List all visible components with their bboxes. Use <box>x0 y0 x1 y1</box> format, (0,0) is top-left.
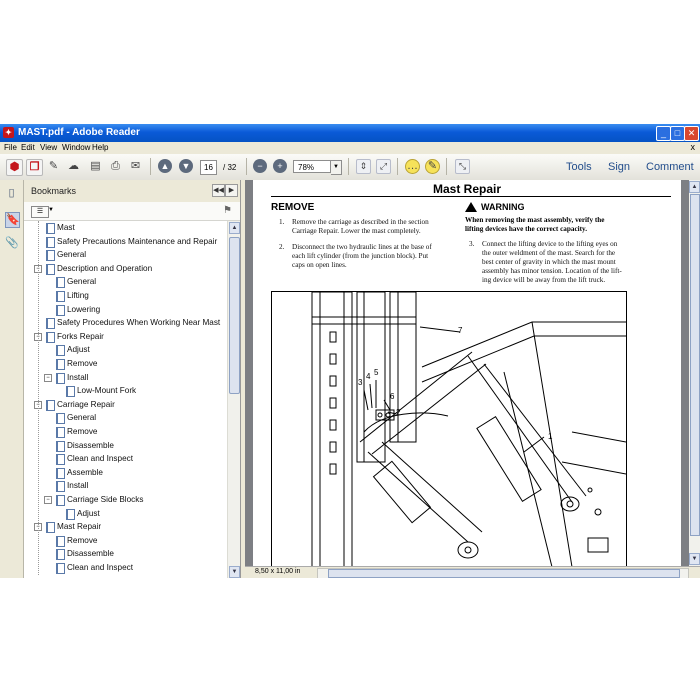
warning-title: WARNING <box>481 202 525 212</box>
mast-drawing <box>272 292 626 566</box>
collapse-toggle-icon[interactable]: − <box>34 265 42 273</box>
prev-page-icon[interactable]: ▲ <box>158 159 172 173</box>
bookmark-item[interactable] <box>24 493 227 506</box>
figure-callout-6: 6 <box>390 392 395 401</box>
bookmark-label: Carriage Side Blocks <box>67 495 144 504</box>
bookmark-icon <box>66 386 75 397</box>
close-icon[interactable]: ✕ <box>684 126 699 141</box>
bookmark-item[interactable] <box>24 343 227 356</box>
bookmark-label: Clean and Inspect <box>67 563 133 572</box>
figure-callout-4: 4 <box>366 372 371 381</box>
comment-icon[interactable]: … <box>407 160 418 172</box>
figure-callout-1: 1 <box>548 432 553 441</box>
bookmark-item[interactable] <box>24 561 227 574</box>
bookmark-label: Description and Operation <box>57 263 153 273</box>
open-icon[interactable]: ❐ <box>26 159 43 176</box>
status-bar <box>245 566 700 578</box>
figure-callout-2: 2 <box>396 408 401 417</box>
bookmark-item[interactable] <box>24 316 227 329</box>
bookmark-item[interactable] <box>24 507 227 520</box>
bookmark-label: Remove <box>67 427 98 436</box>
section-heading: REMOVE <box>271 202 315 213</box>
bookmarks-toolbar <box>24 202 240 221</box>
scroll-up-icon[interactable]: ▲ <box>229 222 240 234</box>
bookmark-label: Remove <box>67 359 98 368</box>
bookmark-item[interactable] <box>24 384 227 397</box>
bookmark-label: Disassemble <box>67 440 114 450</box>
scroll-thumb[interactable] <box>328 569 680 578</box>
document-scrollbar[interactable] <box>689 180 700 566</box>
horizontal-scrollbar[interactable] <box>317 568 689 578</box>
bookmark-label: Adjust <box>77 508 100 518</box>
page-title: Mast Repair <box>432 182 502 196</box>
sign-link[interactable]: Sign <box>608 161 631 173</box>
bookmark-icon <box>56 441 65 452</box>
document-view[interactable] <box>245 180 689 566</box>
toolbar-separator <box>397 158 398 175</box>
pdf-page <box>253 180 681 566</box>
bookmark-item[interactable] <box>24 221 227 234</box>
bookmark-label: Clean and Inspect <box>67 454 133 464</box>
comment-link[interactable]: Comment <box>646 161 694 173</box>
menu-file[interactable]: File <box>4 143 17 152</box>
bookmark-icon <box>56 413 65 424</box>
bookmark-icon <box>56 345 65 356</box>
bookmark-label: Forks Repair <box>57 331 104 341</box>
warning-text: When removing the mast assembly, verify the lifting devices have the correct capacity. <box>465 216 605 233</box>
bookmark-item[interactable] <box>24 371 227 384</box>
bookmarks-header <box>24 180 240 203</box>
edit-icon[interactable]: ✎ <box>48 160 59 172</box>
bookmark-icon <box>56 373 65 384</box>
bookmark-icon <box>46 237 55 248</box>
bookmark-label: Install <box>67 372 89 382</box>
collapse-toggle-icon[interactable]: − <box>34 401 42 409</box>
bookmark-icon <box>66 509 75 520</box>
bookmark-icon <box>56 427 65 438</box>
bookmark-label: Lowering <box>67 304 101 314</box>
bookmark-icon <box>46 223 55 234</box>
scroll-thumb[interactable] <box>229 237 240 394</box>
bookmark-icon <box>56 305 65 316</box>
zoom-level-field[interactable]: 78% <box>293 160 331 173</box>
collapse-toggle-icon[interactable]: − <box>34 333 42 341</box>
toolbar-separator <box>150 158 151 175</box>
bookmark-icon <box>46 332 55 343</box>
step-3: 3. Connect the lifting device to the lifting eyes on the outer weldment of the mast. Search for the best center of gravity in which the mast mount assembly has minor tension. Location of the lift- ing device will be away from the lift truck. <box>469 240 622 284</box>
bookmark-label: Safety Procedures When Working Near Mast <box>57 318 221 328</box>
bookmark-icon <box>56 468 65 479</box>
maximize-icon[interactable]: □ <box>670 126 685 141</box>
new-bookmark-icon[interactable]: ⚑ <box>223 205 232 216</box>
window-title: MAST.pdf - Adobe Reader <box>18 127 140 138</box>
page-thumbnails-icon[interactable]: ▯ <box>8 187 15 199</box>
bookmark-icon <box>46 250 55 261</box>
step-2: 2. Disconnect the two hydraulic lines at the base of each lift cylinder (from the junction block). Put caps on open lines. <box>279 243 432 269</box>
bookmark-icon <box>56 549 65 560</box>
tools-link[interactable]: Tools <box>566 161 592 173</box>
bookmark-label: Install <box>67 481 89 491</box>
bookmark-label: Low-Mount Fork <box>77 386 137 396</box>
tree-guide-line <box>38 221 39 575</box>
bookmark-icon <box>46 400 55 411</box>
menu-help[interactable]: Help <box>92 143 109 152</box>
bookmark-icon <box>56 291 65 302</box>
collapse-toggle-icon[interactable]: − <box>44 496 52 504</box>
bookmark-item[interactable] <box>24 235 227 248</box>
bookmark-item[interactable] <box>24 303 227 316</box>
collapse-toggle-icon[interactable]: − <box>44 374 52 382</box>
email-icon[interactable]: ✉ <box>130 160 141 172</box>
bookmark-icon <box>46 522 55 533</box>
bookmark-label: Adjust <box>67 345 90 355</box>
bookmark-item[interactable] <box>24 452 227 465</box>
fit-page-icon[interactable]: ⇕ <box>356 159 371 174</box>
bookmark-item[interactable] <box>24 398 227 411</box>
pdf-app-icon: ✦ <box>3 127 14 138</box>
navigation-strip <box>0 180 24 578</box>
title-bar[interactable] <box>0 124 700 142</box>
bookmark-item[interactable] <box>24 248 227 261</box>
bookmark-item[interactable] <box>24 520 227 533</box>
bookmarks-title: Bookmarks <box>31 186 77 196</box>
reader-window <box>0 124 700 578</box>
bookmark-item[interactable] <box>24 411 227 424</box>
highlight-icon[interactable]: ✎ <box>425 159 440 174</box>
collapse-panel-icon[interactable]: ◀◀ <box>212 184 225 197</box>
bookmarks-scrollbar[interactable] <box>227 221 240 578</box>
menu-bar <box>0 142 700 154</box>
scroll-down-icon[interactable]: ▼ <box>689 553 700 565</box>
toolbar-separator <box>348 158 349 175</box>
toolbar-separator <box>446 158 447 175</box>
bookmarks-icon[interactable]: 🔖 <box>6 214 20 226</box>
bookmark-label: Carriage Repair <box>57 399 115 409</box>
bookmark-icon <box>46 318 55 329</box>
full-screen-icon[interactable]: ⤡ <box>455 159 470 174</box>
menu-edit[interactable]: Edit <box>21 143 35 152</box>
bookmark-icon <box>56 359 65 370</box>
toolbar <box>0 154 700 181</box>
bookmark-label: General <box>67 277 97 287</box>
scroll-up-icon[interactable]: ▲ <box>689 181 700 193</box>
toolbar-separator <box>246 158 247 175</box>
bookmark-label: Assemble <box>67 467 103 477</box>
page-number-input[interactable]: 16 <box>200 160 217 175</box>
bookmark-label: Mast Repair <box>57 522 102 532</box>
print-icon[interactable]: ⎙ <box>111 160 120 172</box>
scroll-thumb[interactable] <box>690 194 700 536</box>
bookmark-icon <box>56 481 65 492</box>
menu-view[interactable]: View <box>40 143 58 152</box>
bookmark-label: General <box>57 250 87 260</box>
bookmark-icon <box>56 454 65 465</box>
upload-icon[interactable]: ☁ <box>68 160 79 172</box>
bookmark-item[interactable] <box>24 262 227 275</box>
title-rule <box>271 196 671 197</box>
close-document-icon[interactable]: x <box>690 142 695 152</box>
bookmark-icon <box>56 563 65 574</box>
bookmark-icon <box>56 277 65 288</box>
bookmark-item[interactable] <box>24 466 227 479</box>
next-page-icon[interactable]: ▼ <box>179 159 193 173</box>
bookmark-item[interactable] <box>24 439 227 452</box>
create-pdf-icon[interactable]: ⬢ <box>6 159 23 176</box>
figure-callout-7: 7 <box>458 326 463 335</box>
bookmark-label: Mast <box>57 223 75 232</box>
figure-callout-3: 3 <box>358 378 363 387</box>
figure-callout-5: 5 <box>374 368 379 377</box>
menu-window[interactable]: Window <box>62 143 91 152</box>
zoom-in-icon[interactable]: + <box>273 159 287 173</box>
mast-assembly-figure <box>271 291 627 566</box>
bookmark-label: Remove <box>67 535 98 545</box>
bookmark-label: Disassemble <box>67 549 114 559</box>
warning-icon <box>465 202 477 212</box>
step-1: 1. Remove the carriage as described in the section Carriage Repair. Lower the mast completely. <box>279 218 429 235</box>
page-total: / 32 <box>223 163 237 172</box>
bookmark-item[interactable] <box>24 479 227 492</box>
bookmark-item[interactable] <box>24 547 227 560</box>
bookmarks-panel <box>24 180 241 578</box>
bookmark-item[interactable] <box>24 289 227 302</box>
attachment-icon[interactable]: 📎 <box>5 237 19 249</box>
bookmark-item[interactable] <box>24 275 227 288</box>
bookmark-item[interactable] <box>24 425 227 438</box>
bookmark-icon <box>56 536 65 547</box>
bookmark-label: Safety Precautions Maintenance and Repair <box>57 236 218 246</box>
scroll-down-icon[interactable]: ▼ <box>229 566 240 578</box>
bookmark-label: General <box>67 413 97 423</box>
bookmark-icon <box>46 264 55 275</box>
bookmark-label: Lifting <box>67 291 89 300</box>
collapse-toggle-icon[interactable]: − <box>34 523 42 531</box>
page-size-label: 8,50 x 11,00 in <box>255 568 301 575</box>
fit-width-icon[interactable]: ⤢ <box>376 159 391 174</box>
minimize-icon[interactable]: _ <box>656 126 671 141</box>
bookmarks-tree <box>24 221 227 578</box>
chevron-down-icon[interactable]: ▼ <box>331 160 342 175</box>
zoom-out-icon[interactable]: − <box>253 159 267 173</box>
bookmark-item[interactable] <box>24 534 227 547</box>
bookmark-options-icon[interactable]: ☰ <box>31 206 49 218</box>
save-icon[interactable]: ▤ <box>90 160 101 172</box>
bookmark-item[interactable] <box>24 357 227 370</box>
bookmark-item[interactable] <box>24 330 227 343</box>
expand-panel-icon[interactable]: ▶ <box>225 184 238 197</box>
bookmark-icon <box>56 495 65 506</box>
chevron-down-icon[interactable]: ▼ <box>48 207 54 213</box>
